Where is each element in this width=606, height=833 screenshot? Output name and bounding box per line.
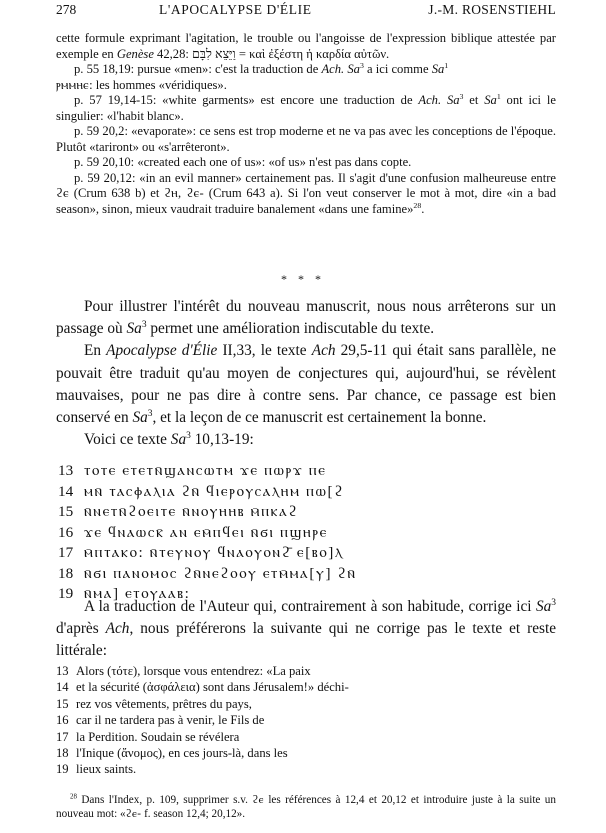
footnote-ref: 28 [413,200,422,210]
note-loc: p. 57 19,14-15 [74,93,153,107]
paragraph [56,596,556,663]
notes-intro-text: cette formule exprimant l'agitation, le trouble ou l'angoisse de l'expression biblique attestée par exemple en [56,31,556,61]
note-text: : «white garments» est encore une traduction de [152,93,419,107]
translation-line-text: la Perdition. Soudain se révélera [76,729,240,744]
note-sup: 1 [444,60,449,70]
note-sup: 1 [496,91,501,101]
translation-line [56,729,536,745]
line-number: 15 [58,503,74,520]
line-number: 16 [56,713,69,728]
translation-line [56,663,536,679]
note-loc: p. 59 20,10 [74,155,131,169]
siglum: Sa [126,320,142,338]
line-number: 18 [56,746,69,761]
note-text: . [421,201,425,216]
paragraph-text: A la traduction de l'Auteur qui, contrairement à son habitude, corrige ici [84,598,536,615]
coptic-line-text: ⲛ̄ⲙⲁ] ⲉⲧⲟⲩⲁⲁⲃ: [84,585,191,602]
line-number: 13 [56,664,69,678]
paragraph-text: Pour illustrer l'intérêt du nouveau manuscrit, nous nous arrêterons sur un passage où [56,298,556,338]
coptic-line-text: ⲙ̄ⲡⲧⲁⲕⲟ: ⲛ̄ⲧⲉⲩⲛⲟⲩ ϥⲛⲁⲟⲩⲟⲛϩ̄ ⲉ[ⲃⲟ]ⲗ [84,544,344,561]
line-number: 17 [58,544,74,561]
note-text: et [463,93,485,107]
paragraph-text: permet une amélioration indiscutable du texte. [146,320,435,338]
note-item [56,93,556,124]
line-number: 17 [56,729,69,744]
translation-line-text: car il ne tardera pas à venir, le Fils de [76,713,265,728]
coptic-line [58,564,528,585]
translation-line-text: l'Inique (ἄνομος), en ces jours-là, dans les [76,746,288,761]
footnote-part: les références à 12,4 et 20,12 et introduire juste à la suite un nouveau mot: « [56,794,556,820]
translation-line [56,712,536,728]
coptic-line-text: ⲧⲟⲧⲉ ⲉⲧⲉⲧⲛ̄ϣⲁⲛⲥⲱⲧⲙ ϫⲉ ⲡⲱⲣϫ ⲡⲉ [84,462,327,479]
translation-line [56,745,536,761]
note-item [56,124,556,155]
note-item [56,62,556,93]
paragraph-text: 29,5-11 qui était sans parallèle, ne pouvait être traduit qu'au moyen de conjectures qui, aujourd'hui, se révèlent mauvaises, pour ne pas dire à contre sens. Par chance, ce passage est bien conservé en [56,342,556,427]
coptic-word: ϩⲉ [252,794,264,806]
line-number: 18 [58,564,74,582]
siglum: Sa [170,431,187,449]
running-title: L'APOCALYPSE D'ÉLIE [159,2,312,17]
line-number: 19 [58,585,74,602]
note-text: (Crum 638 b) et [69,186,165,200]
work-title: Apocalypse d'Élie [106,342,218,360]
note-loc: p. 55 18,19 [74,62,131,76]
note-item [56,155,556,171]
paragraph-text: II,33, le texte [217,342,312,360]
siglum: Sa [535,598,552,615]
paragraph-text: , et la leçon de ce manuscrit est certainement la bonne. [152,409,487,427]
siglum-sup: 3 [147,408,153,419]
translation-line-text: et la sécurité (ἀσφάλεια) sont dans Jérusalem!» déchi- [76,680,349,695]
after-coptic-text [56,596,556,663]
notes-intro [56,31,556,62]
siglum: Ach [311,342,336,360]
line-number: 15 [56,696,69,711]
coptic-line-text: ⲛ̄ⲛⲉⲧⲛ̄ϩⲟⲉⲓⲧⲉ ⲛ̄ⲛⲟⲩⲏⲏⲃ ⲙ̄ⲡⲕⲁϩ [84,503,299,520]
running-header [56,2,556,22]
translation-line [56,761,536,777]
note-siglum: Sa [484,93,497,107]
note-item [56,171,556,218]
line-number: 14 [56,680,69,695]
note-text: (Crum 643 a). Si l'on veut conserver le mot à mot, dire «in a bad season», sinon, mieux vaudrait traduire banalement «dans une famine» [56,186,556,216]
coptic-word: ϩⲏ, ϩⲉ- [164,186,205,200]
note-sup: 3 [459,91,464,101]
siglum-sup: 3 [141,320,147,331]
coptic-line [58,543,528,564]
siglum: Sa [132,409,148,427]
paragraph-text: 10,13-19: [190,431,254,449]
note-loc: p. 59 20,12 [74,170,132,185]
translation-line-text: Alors (τότε), lorsque vous entendrez: «La paix [76,664,311,678]
footnote [56,793,556,821]
genesis-ref: Genèse [116,46,154,61]
coptic-line [58,502,528,523]
main-text [56,296,556,451]
note-siglum: Ach. Sa [418,93,460,107]
siglum-sup: 3 [186,431,191,442]
line-number: 16 [58,523,74,541]
note-text: ont ici le singulier: «l'habit blanc». [56,93,556,123]
page-number: 278 [56,2,77,17]
paragraph-text: , nous préférerons la suivante qui ne corrige pas le texte et reste littérale: [56,620,556,660]
notes-intro-ref: 42,28: [153,46,193,61]
footnote-number: 28 [70,792,77,801]
note-loc: p. 59 20,2 [74,124,125,138]
notes-block [56,31,556,217]
coptic-line [58,523,528,544]
coptic-word: ϩⲉ- [125,808,142,820]
line-number: 19 [56,762,69,777]
translation-line [56,679,536,695]
note-text: : «in an evil manner» certainement pas. Il s'agit d'une confusion malheureuse entre [131,170,556,185]
greek-phrase: = καὶ ἐξέστη ἡ καρδία αὐτῶν. [235,46,390,61]
note-siglum: Sa [431,62,445,76]
hebrew-phrase: וַיֵּצֵא לִבָּם [192,46,236,61]
paragraph-text: d'après [56,620,106,638]
paragraph [56,340,556,429]
paragraph-text: Voici ce texte [84,431,171,449]
translation-block [56,663,536,778]
paragraph-text: En [84,342,107,360]
paragraph [56,429,556,451]
translation-line [56,696,536,712]
line-number: 13 [58,462,74,479]
running-author: J.-M. ROSENSTIEHL [428,2,556,17]
coptic-word: ϩⲉ [56,186,70,200]
note-siglum: Ach. Sa [321,62,360,76]
siglum: Ach [105,620,130,638]
footnote-part: f. season 12,4; 20,12». [141,808,246,820]
line-number: 14 [58,482,74,500]
paragraph [56,296,556,340]
coptic-text-block [58,461,528,605]
translation-line-text: rez vos vêtements, prêtres du pays, [76,696,252,711]
note-text: a ici comme [363,62,432,76]
coptic-line-text: ϫⲉ ϥⲛⲁⲱⲥⲕ̄ ⲁⲛ ⲉⲙ̄ⲡϥⲉⲓ ⲛ̄ϭⲓ ⲡϣⲏⲣⲉ [84,523,328,541]
note-text: : «created each one of us»: «of us» n'est pas dans copte. [130,155,412,169]
coptic-line-text: ⲛ̄ϭⲓ ⲡⲁⲛⲟⲙⲟⲥ ϩⲛ̄ⲛⲉϩⲟⲟⲩ ⲉⲧⲙ̄ⲙⲁ[ⲩ] ϩⲛ̄ [84,564,357,582]
siglum-sup: 3 [551,597,556,608]
coptic-line-text: ⲙⲛ̄ ⲧⲁⲥⲫⲁⲗⲓⲁ ϩⲛ̄ ϥⲓⲉⲣⲟⲩⲥⲁⲗⲏⲙ ⲡⲱ[ϩ [84,482,345,500]
note-text: : pursue «men»: c'est la traduction de [130,62,322,76]
coptic-line [58,482,528,503]
footnote-text [56,793,556,821]
section-separator: * * * [281,272,325,286]
coptic-word: ⲣⲙⲙⲏⲉ [56,77,90,92]
translation-line-text: lieux saints. [76,762,137,777]
coptic-line [58,461,528,482]
note-text: : les hommes «véridiques». [89,77,227,92]
note-sup: 3 [359,60,364,70]
note-text: : «evaporate»: ce sens est trop moderne et ne va pas avec les conceptions de l'époque. Plutôt «tariront» ou «s'arrêteront». [56,124,556,154]
footnote-part: Dans l'Index, p. 109, supprimer s.v. [76,794,253,806]
